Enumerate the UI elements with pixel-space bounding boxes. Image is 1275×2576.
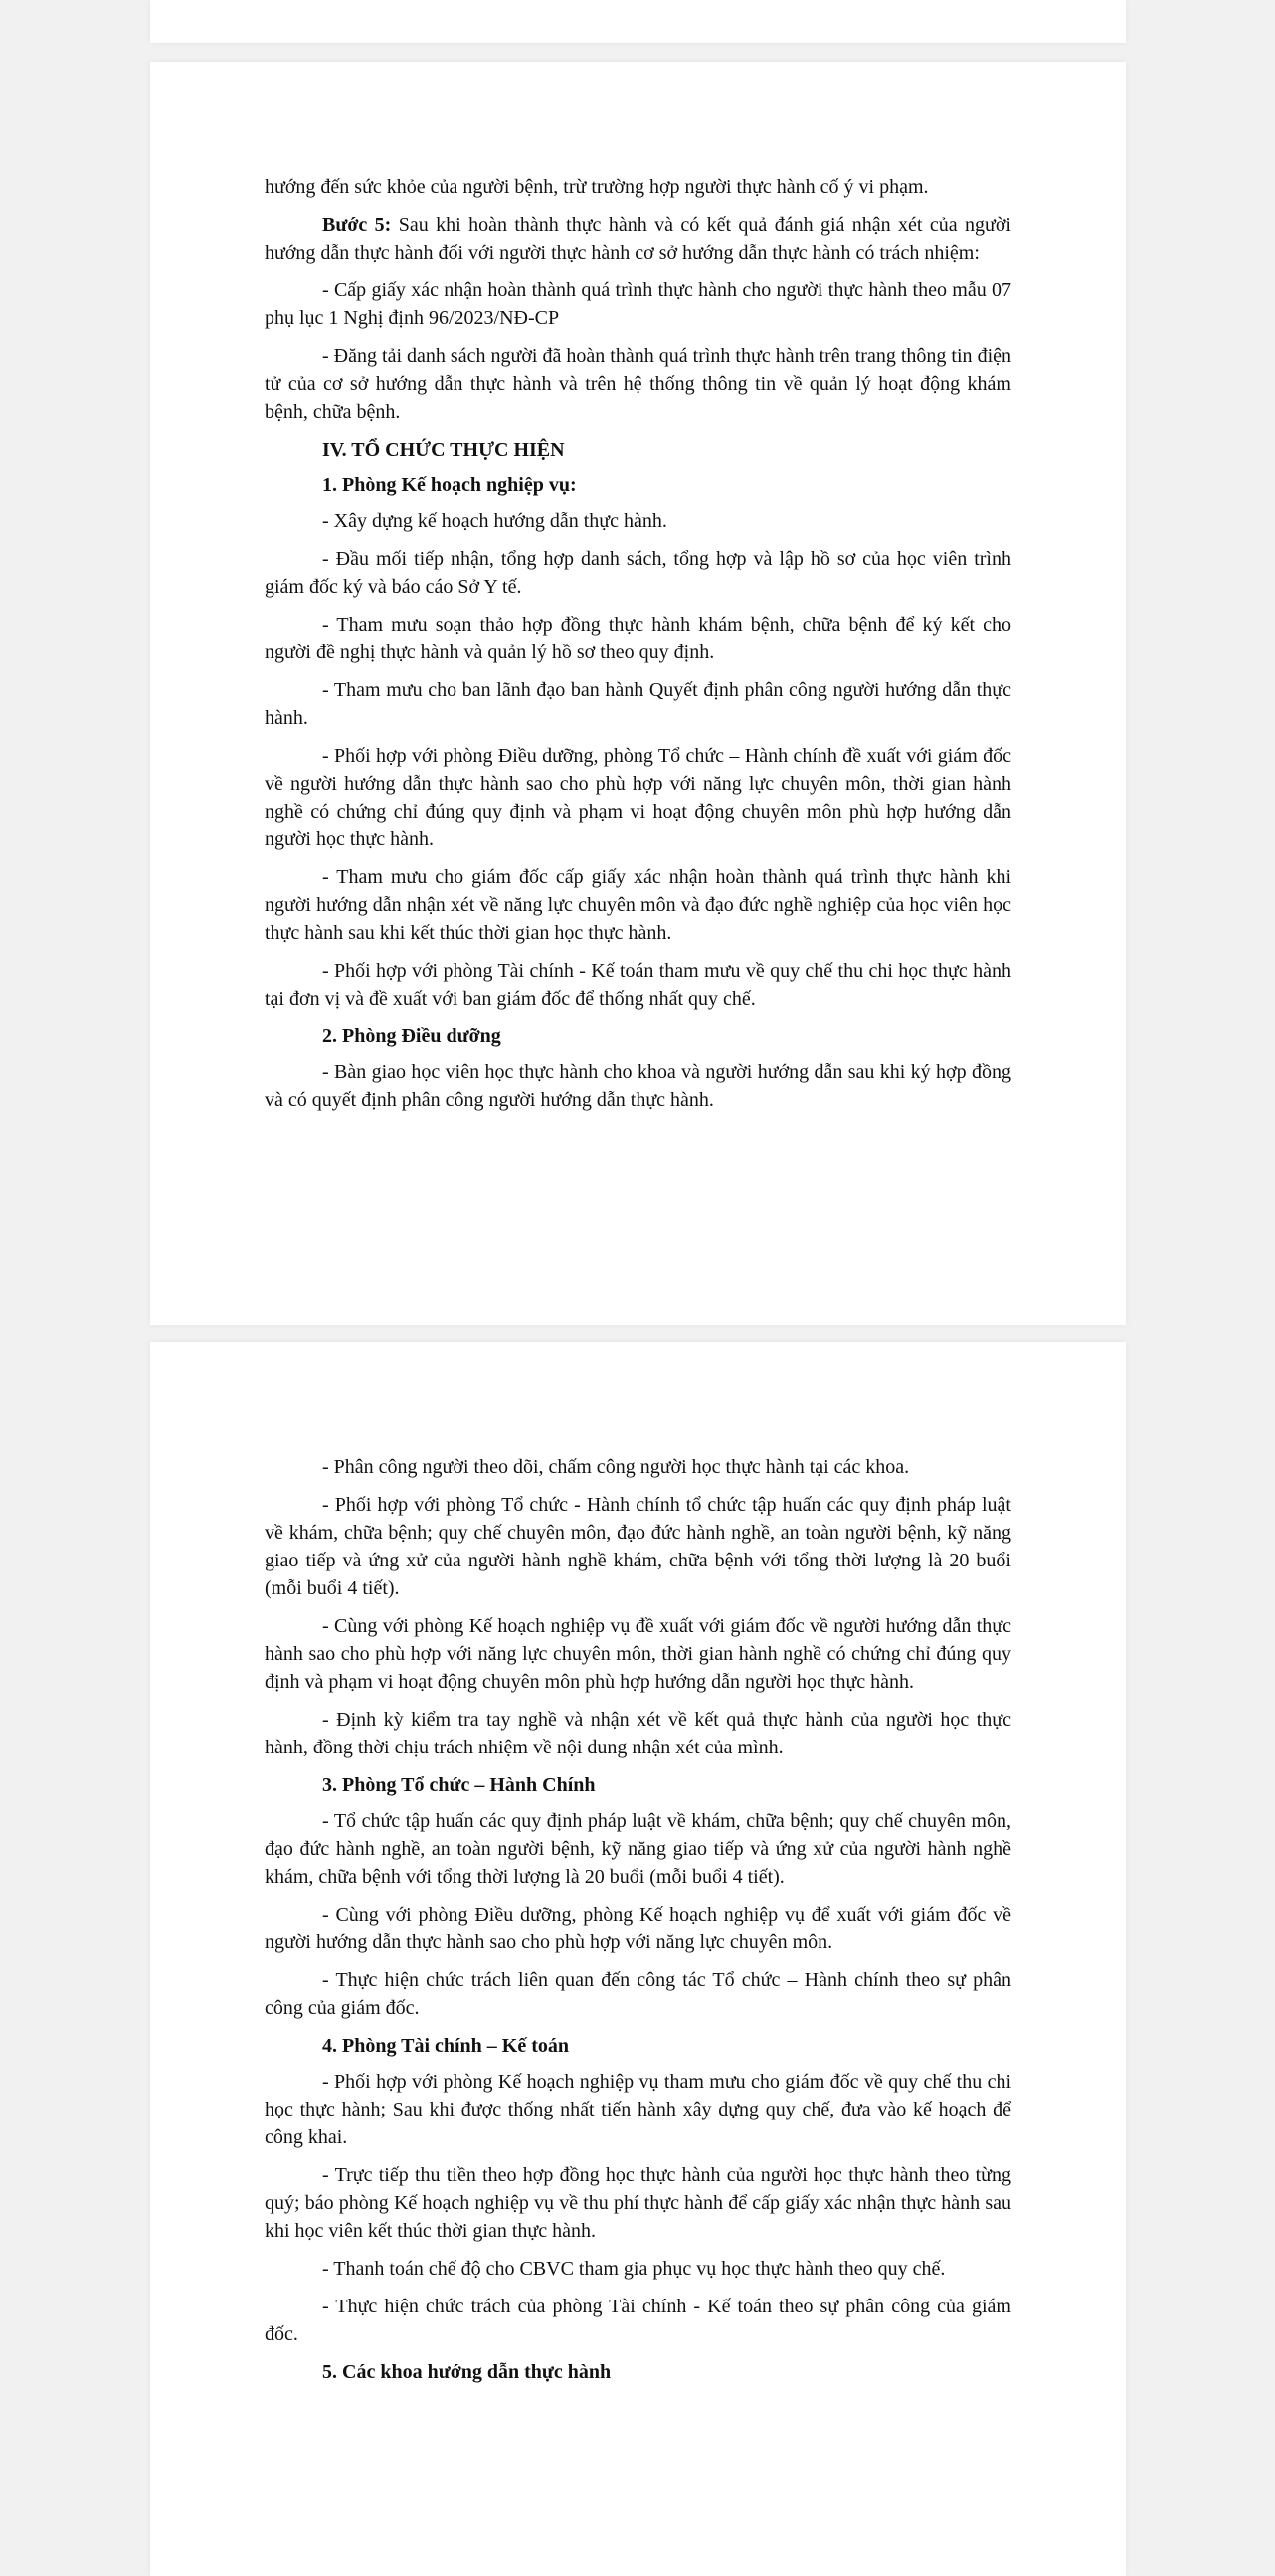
paragraph: - Cùng với phòng Điều dưỡng, phòng Kế hoạch nghiệp vụ để xuất với giám đốc về người hướng dẫn thực hành sao cho phù hợp với năng lực chuyên môn. bbox=[265, 1904, 1011, 1953]
paragraph: - Phối hợp với phòng Tổ chức - Hành chính tổ chức tập huấn các quy định pháp luật về khám, chữa bệnh; quy chế chuyên môn, đạo đức hành nghề, an toàn người bệnh, kỹ năng giao tiếp và ứng xử của người hành nghề khám, chữa bệnh với tổng thời lượng là 20 buổi (mỗi buổi 4 tiết). bbox=[265, 1494, 1011, 1599]
subsection-heading-1: 1. Phòng Kế hoạch nghiệp vụ: bbox=[322, 474, 577, 496]
step-5-text: Sau khi hoàn thành thực hành và có kết quả đánh giá nhận xét của người hướng dẫn thực hành đối với người thực hành cơ sở hướng dẫn thực hành có trách nhiệm: bbox=[265, 214, 1011, 264]
step-5-label: Bước 5: bbox=[322, 214, 392, 236]
paragraph: - Phân công người theo dõi, chấm công người học thực hành tại các khoa. bbox=[322, 1456, 910, 1478]
paragraph: - Tham mưu cho ban lãnh đạo ban hành Quyết định phân công người hướng dẫn thực hành. bbox=[265, 679, 1011, 729]
subsection-heading-2: 2. Phòng Điều dưỡng bbox=[322, 1025, 501, 1047]
subsection-heading-5: 5. Các khoa hướng dẫn thực hành bbox=[322, 2361, 612, 2383]
paragraph: - Cùng với phòng Kế hoạch nghiệp vụ đề xuất với giám đốc về người hướng dẫn thực hành sao cho phù hợp với năng lực chuyên môn, thời gian hành nghề có chứng chỉ đúng quy định và phạm vi hoạt động chuyên môn phù hợp hướng dẫn người học thực hành. bbox=[265, 1615, 1011, 1693]
paragraph: - Phối hợp với phòng Kế hoạch nghiệp vụ tham mưu cho giám đốc về quy chế thu chi học thực hành; Sau khi được thống nhất tiến hành xây dựng quy chế, đưa vào kế hoạch để công khai. bbox=[265, 2071, 1011, 2148]
paragraph: - Thực hiện chức trách của phòng Tài chính - Kế toán theo sự phân công của giám đốc. bbox=[265, 2296, 1011, 2345]
subsection-heading-4: 4. Phòng Tài chính – Kế toán bbox=[322, 2035, 570, 2057]
paragraph: - Xây dựng kế hoạch hướng dẫn thực hành. bbox=[322, 510, 667, 532]
paragraph: - Tham mưu soạn thảo hợp đồng thực hành khám bệnh, chữa bệnh để ký kết cho người đề nghị thực hành và quản lý hồ sơ theo quy định. bbox=[265, 614, 1011, 663]
paragraph: - Phối hợp với phòng Tài chính - Kế toán tham mưu về quy chế thu chi học thực hành tại đơn vị và đề xuất với ban giám đốc để thống nhất quy chế. bbox=[265, 960, 1011, 1010]
document-page-2 bbox=[150, 1342, 1126, 2576]
previous-page bbox=[150, 0, 1126, 43]
paragraph: - Tham mưu cho giám đốc cấp giấy xác nhận hoàn thành quá trình thực hành khi người hướng dẫn nhận xét về năng lực chuyên môn và đạo đức nghề nghiệp của học viên học thực hành sau khi kết thúc thời gian học thực hành. bbox=[265, 866, 1011, 944]
document-page-1 bbox=[150, 62, 1126, 1325]
paragraph: - Bàn giao học viên học thực hành cho khoa và người hướng dẫn sau khi ký hợp đồng và có quyết định phân công người hướng dẫn thực hành. bbox=[265, 1061, 1011, 1111]
paragraph: - Trực tiếp thu tiền theo hợp đồng học thực hành của người học thực hành theo từng quý; báo phòng Kế hoạch nghiệp vụ về thu phí thực hành để cấp giấy xác nhận thực hành sau khi học viên kết thúc thời gian thực hành. bbox=[265, 2164, 1011, 2242]
paragraph: - Thanh toán chế độ cho CBVC tham gia phục vụ học thực hành theo quy chế. bbox=[322, 2258, 946, 2280]
paragraph: - Thực hiện chức trách liên quan đến công tác Tổ chức – Hành chính theo sự phân công của giám đốc. bbox=[265, 1969, 1011, 2019]
paragraph: - Định kỳ kiểm tra tay nghề và nhận xét về kết quả thực hành của người học thực hành, đồng thời chịu trách nhiệm về nội dung nhận xét của mình. bbox=[265, 1709, 1011, 1758]
subsection-heading-3: 3. Phòng Tổ chức – Hành Chính bbox=[322, 1774, 596, 1796]
paragraph: - Phối hợp với phòng Điều dưỡng, phòng Tổ chức – Hành chính đề xuất với giám đốc về người hướng dẫn thực hành sao cho phù hợp với năng lực chuyên môn, thời gian hành nghề có chứng chỉ đúng quy định và phạm vi hoạt động chuyên môn phù hợp hướng dẫn người học thực hành. bbox=[265, 745, 1011, 850]
paragraph: - Đầu mối tiếp nhận, tổng hợp danh sách, tổng hợp và lập hồ sơ của học viên trình giám đốc ký và báo cáo Sở Y tế. bbox=[265, 548, 1011, 598]
step-5-paragraph bbox=[265, 211, 1011, 267]
section-heading-iv: IV. TỔ CHỨC THỰC HIỆN bbox=[322, 439, 565, 460]
page-1-content bbox=[265, 173, 1011, 1124]
paragraph: - Tổ chức tập huấn các quy định pháp luật về khám, chữa bệnh; quy chế chuyên môn, đạo đức hành nghề, an toàn người bệnh, kỹ năng giao tiếp và ứng xử của người hành nghề khám, chữa bệnh với tổng thời lượng là 20 buổi (mỗi buổi 4 tiết). bbox=[265, 1810, 1011, 1888]
paragraph: hướng đến sức khỏe của người bệnh, trừ trường hợp người thực hành cố ý vi phạm. bbox=[265, 176, 929, 198]
paragraph: - Đăng tải danh sách người đã hoàn thành quá trình thực hành trên trang thông tin điện tử của cơ sở hướng dẫn thực hành và trên hệ thống thông tin về quản lý hoạt động khám bệnh, chữa bệnh. bbox=[265, 345, 1011, 423]
page-2-content bbox=[265, 1453, 1011, 2394]
paragraph: - Cấp giấy xác nhận hoàn thành quá trình thực hành cho người thực hành theo mẫu 07 phụ lục 1 Nghị định 96/2023/NĐ-CP bbox=[265, 279, 1011, 329]
